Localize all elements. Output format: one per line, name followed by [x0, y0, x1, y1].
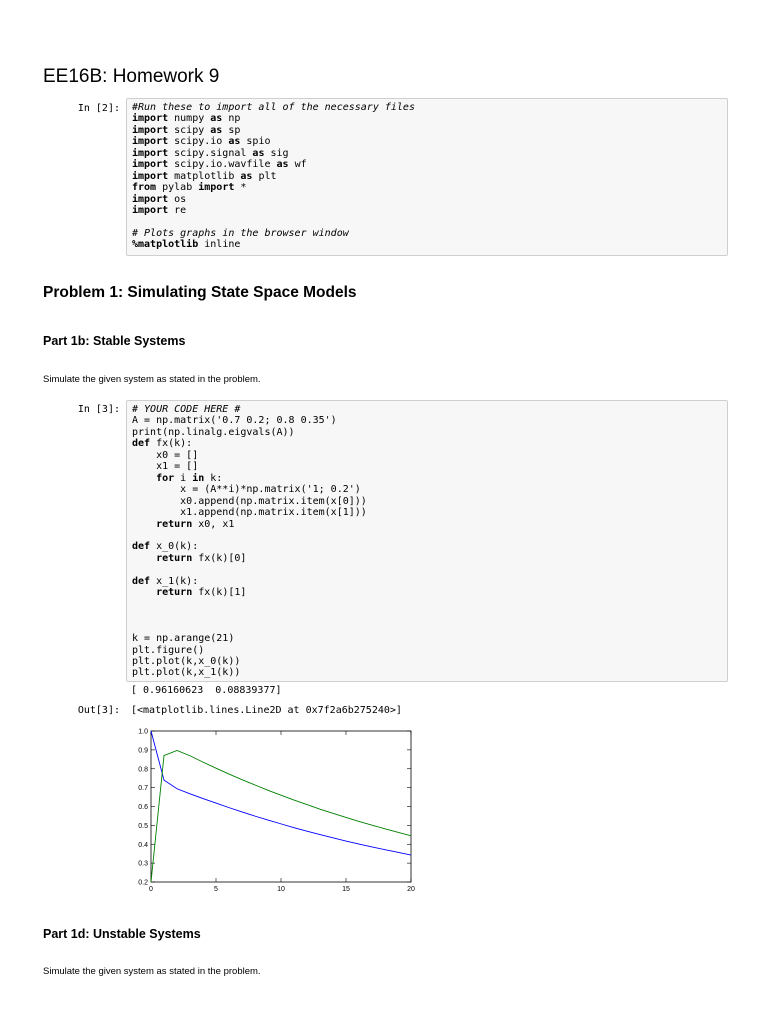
y-tick-label: 0.7	[138, 785, 148, 793]
y-tick-label: 0.6	[138, 804, 148, 811]
code-line: A = np.matrix('0.7 0.2; 0.8 0.35')	[132, 415, 337, 427]
code-line: return fx(k)[0]	[156, 552, 247, 564]
y-tick-label: 0.2	[138, 879, 148, 887]
code-line: x0 = []	[132, 449, 199, 461]
code-line	[132, 564, 722, 575]
code-line: def x_0(k):	[132, 541, 199, 553]
y-tick-label: 0.5	[138, 822, 148, 830]
section-heading: Problem 1: Simulating State Space Models	[43, 284, 357, 301]
y-tick-label: 1.0	[138, 728, 148, 736]
code-line: import scipy.io as spio	[132, 136, 271, 148]
code-line: # Plots graphs in the browser window	[132, 227, 349, 239]
code-line: import scipy as sp	[132, 124, 241, 136]
code-line: import re	[132, 205, 187, 217]
x-tick-label: 0	[149, 886, 153, 893]
plot-area	[151, 731, 411, 882]
code-line: plt.plot(k,x_1(k))	[132, 667, 241, 679]
input-prompt: In [3]:	[77, 404, 120, 415]
output-text: [<matplotlib.lines.Line2D at 0x7f2a6b275240>]	[131, 705, 402, 716]
code-line: x1.append(np.matrix.item(x[1]))	[132, 507, 367, 519]
code-line: x0.append(np.matrix.item(x[0]))	[132, 495, 367, 507]
code-line: import numpy as np	[132, 113, 241, 125]
y-tick-label: 0.9	[138, 747, 148, 755]
code-line: k = np.arange(21)	[132, 633, 235, 645]
page-title: EE16B: Homework 9	[43, 66, 220, 87]
x-tick-label: 5	[214, 886, 218, 893]
x-tick-label: 10	[277, 886, 285, 893]
code-line	[132, 217, 722, 228]
instruction-text: Simulate the given system as stated in the problem.	[43, 374, 261, 385]
subsection-heading: Part 1b: Stable Systems	[43, 334, 186, 348]
code-cell[interactable]	[126, 98, 728, 256]
line-chart	[128, 722, 420, 894]
code-line: def x_1(k):	[132, 575, 199, 587]
code-line: from pylab import *	[132, 182, 247, 194]
code-editor[interactable]	[132, 404, 722, 679]
code-line: return fx(k)[1]	[156, 587, 247, 599]
code-line: import os	[132, 193, 187, 205]
code-line: plt.figure()	[132, 644, 205, 656]
code-line: #Run these to import all of the necessary files	[132, 102, 415, 113]
stdout-output: [ 0.96160623 0.08839377]	[131, 685, 282, 696]
code-line	[132, 610, 722, 621]
code-line: import scipy.signal as sig	[132, 147, 289, 159]
code-line	[132, 599, 722, 610]
code-line: plt.plot(k,x_0(k))	[132, 655, 241, 667]
code-line: x = (A**i)*np.matrix('1; 0.2')	[132, 484, 361, 496]
code-line: %matplotlib inline	[132, 239, 241, 251]
code-line: return x0, x1	[156, 518, 235, 530]
code-line	[132, 530, 722, 541]
y-tick-label: 0.3	[138, 860, 148, 868]
y-tick-label: 0.8	[138, 766, 148, 774]
code-line: def fx(k):	[132, 438, 193, 450]
code-line: import matplotlib as plt	[132, 170, 277, 182]
x-tick-label: 15	[342, 886, 350, 893]
x-tick-label: 20	[407, 886, 415, 893]
input-prompt: In [2]:	[77, 103, 120, 114]
instruction-text: Simulate the given system as stated in the problem.	[43, 966, 261, 977]
y-tick-label: 0.4	[138, 841, 148, 849]
code-line	[132, 622, 722, 633]
code-line: import scipy.io.wavfile as wf	[132, 159, 307, 171]
output-prompt: Out[3]:	[77, 705, 120, 716]
code-line: # YOUR CODE HERE #	[132, 404, 241, 415]
code-line: print(np.linalg.eigvals(A))	[132, 426, 295, 438]
code-editor[interactable]	[132, 102, 722, 251]
code-line: x1 = []	[132, 461, 199, 473]
code-line: for i in k:	[156, 472, 223, 484]
subsection-heading: Part 1d: Unstable Systems	[43, 927, 201, 941]
code-cell[interactable]	[126, 400, 728, 682]
